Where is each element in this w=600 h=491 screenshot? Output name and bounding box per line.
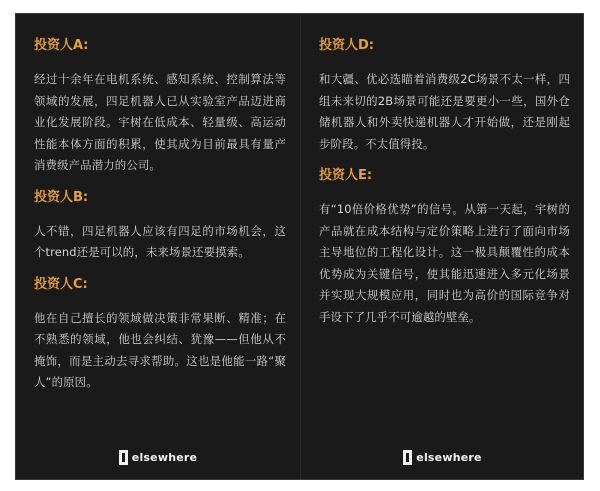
- logo-text: elsewhere: [416, 451, 482, 464]
- investor-e-heading: 投资人E:: [319, 168, 373, 183]
- investor-a-heading: 投资人A:: [34, 38, 89, 53]
- logo-text: elsewhere: [131, 451, 198, 464]
- card-frame: [15, 13, 584, 480]
- investor-c-text: 他在自己擅长的领域做决策非常果断、精准；在不熟悉的领域，他也会纠结、犹豫——但他从不掩饰，而是主动去寻求帮助。这也是他能一路“聚人”的原因。: [34, 310, 286, 389]
- elsewhere-logo-icon: [403, 450, 412, 465]
- investor-d-text: 和大疆、优必选瞄着消费级2C场景不太一样，四组未来切的2B场景可能还是要更小一些，国外仓储机器人和外卖快递机器人才开始做，还是刚起步阶段。不太值得投。: [319, 72, 570, 151]
- investor-b-text: 人不错，四足机器人应该有四足的市场机会，这个trend还是可以的，未来场景还要摸索。: [34, 223, 286, 259]
- investor-b-heading: 投资人B:: [34, 189, 89, 205]
- left-logo: [16, 450, 300, 465]
- right-logo: [301, 450, 584, 465]
- investor-c-heading: 投资人C:: [34, 276, 88, 292]
- elsewhere-logo-icon: [119, 450, 128, 465]
- investor-e-text: 有“10倍价格优势”的信号。从第一天起，宇树的产品就在成本结构与定价策略上进行了面向市场主导地位的工程化设计。这一极具颠覆性的成本优势成为关键信号，使其能迅速进入多元化场景并实现大规模应用，同时也为高价的国际竞争对手设下了几乎不可逾越的壁垒。: [319, 202, 570, 324]
- investor-a-text: 经过十余年在电机系统、感知系统、控制算法等领域的发展，四足机器人已从实验室产品迈进商业化发展阶段。宇树在低成本、轻量级、高运动性能本体方面的积累，使其成为目前最具有量产消费级产品潜力的公司。: [34, 72, 286, 172]
- right-column: [300, 14, 584, 479]
- left-column: [16, 14, 300, 479]
- investor-d-heading: 投资人D:: [319, 38, 374, 53]
